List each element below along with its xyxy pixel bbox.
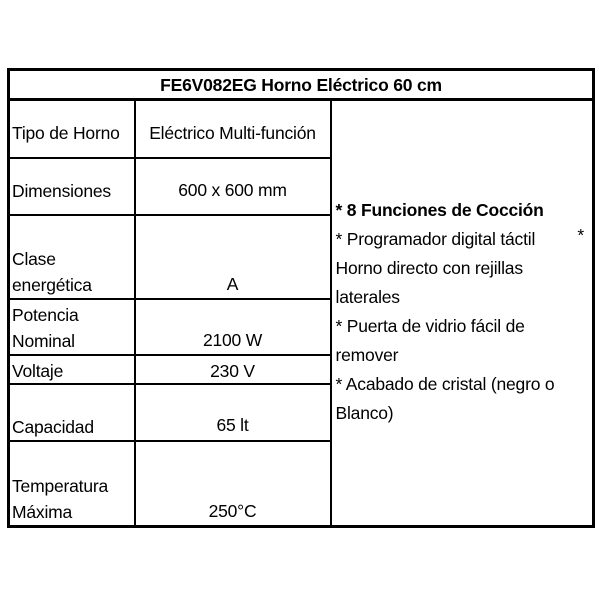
row-label: Voltaje [9, 355, 135, 383]
row-label: Dimensiones [9, 158, 135, 216]
feature-line: * Puerta de vidrio fácil de [335, 316, 525, 337]
title-row [9, 70, 594, 100]
feature-line: remover [335, 345, 399, 366]
features-list [336, 196, 588, 428]
feature-heading: * 8 Funciones de Cocción [335, 200, 544, 221]
spec-table [7, 68, 595, 528]
table-title: FE6V082EG Horno Eléctrico 60 cm [9, 70, 594, 100]
row-label: Tipo de Horno [9, 100, 135, 158]
row-value: 230 V [135, 355, 331, 383]
row-value: 65 lt [135, 384, 331, 442]
row-label-line: Potencia [12, 305, 79, 326]
row-value: Eléctrico Multi-función [135, 100, 331, 158]
stray-asterisk: * [577, 225, 585, 246]
row-value: 250°C [135, 441, 331, 526]
row-label-line: Temperatura [12, 476, 109, 496]
feature-line: * Acabado de cristal (negro o [335, 374, 555, 395]
row-label: Capacidad [9, 384, 135, 442]
feature-line: * Programador digital táctil [335, 229, 536, 250]
row-label-line: Máxima [12, 502, 73, 522]
features-cell [331, 100, 594, 527]
feature-line: Horno directo con rejillas [335, 258, 523, 279]
row-value: A [135, 215, 331, 299]
row-label [9, 299, 135, 355]
row-label-line: energética [12, 275, 92, 296]
table-row [9, 100, 594, 158]
feature-line: Blanco) [335, 403, 394, 424]
row-label [9, 215, 135, 299]
row-label [9, 441, 135, 526]
feature-line: laterales [335, 287, 400, 308]
row-value: 2100 W [135, 299, 331, 355]
row-label-line: Clase [12, 249, 56, 270]
row-value: 600 x 600 mm [135, 158, 331, 216]
row-label-line: Nominal [12, 331, 75, 352]
